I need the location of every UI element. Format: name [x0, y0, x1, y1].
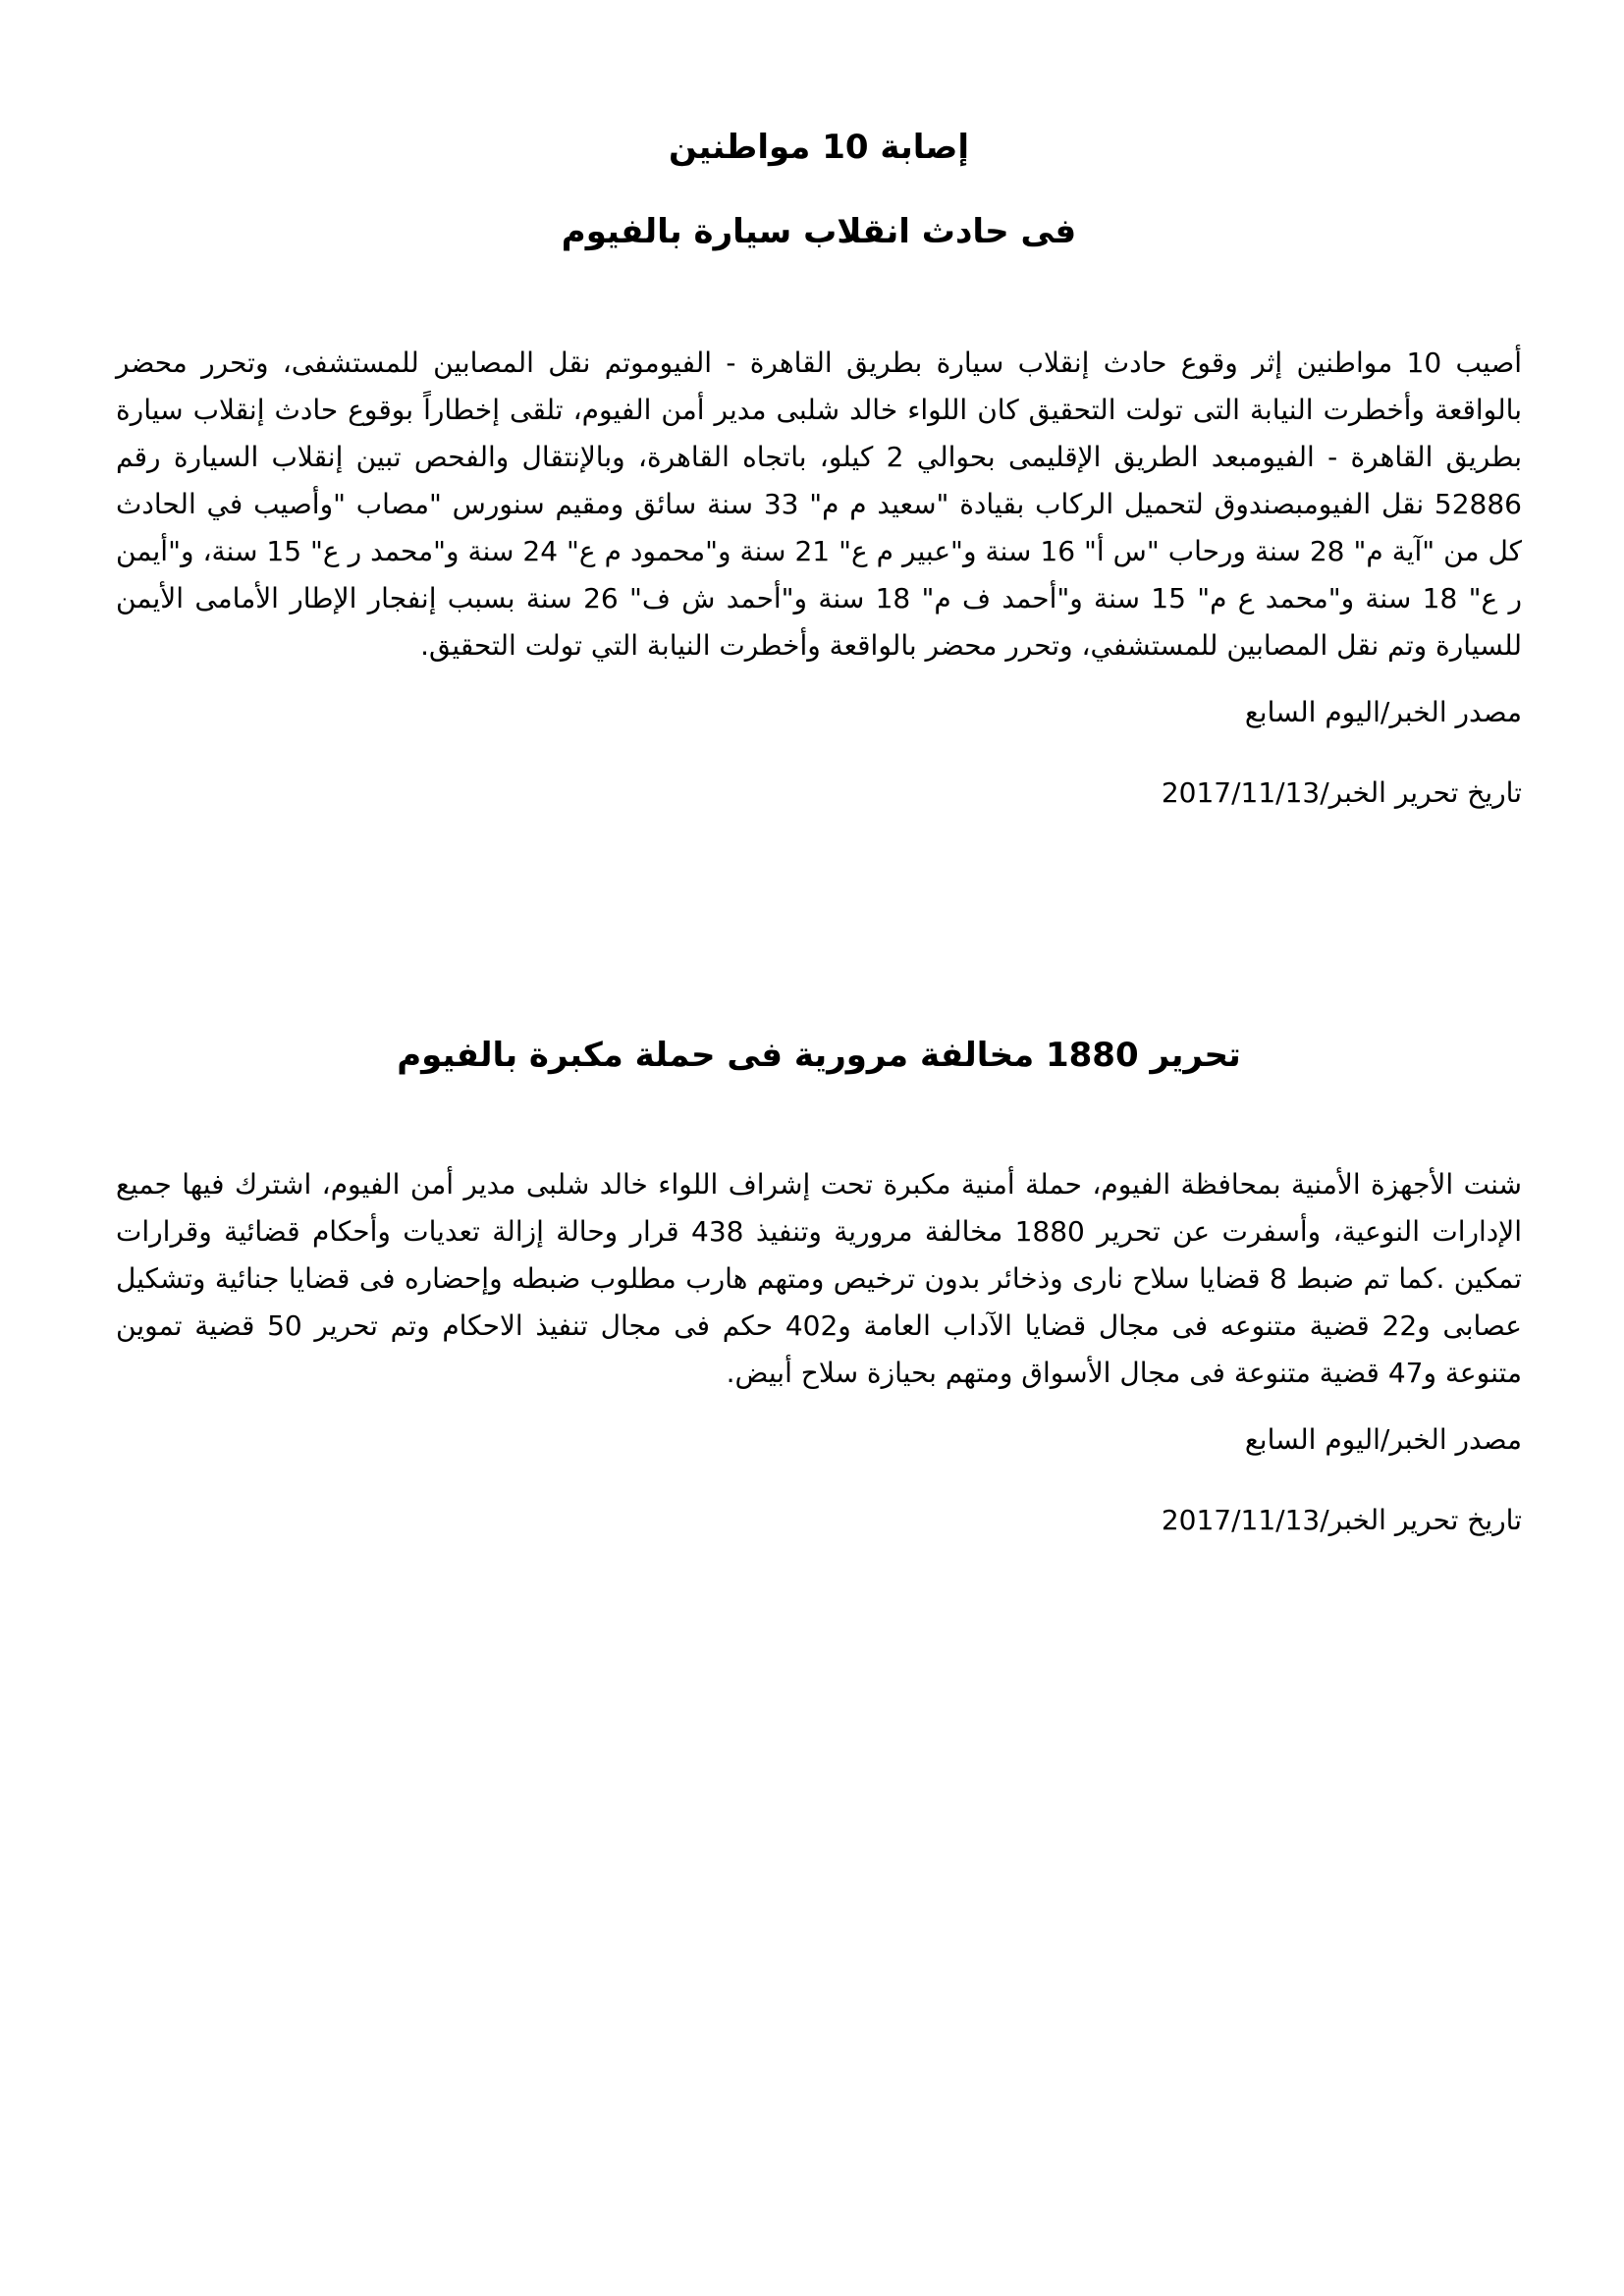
article-source: مصدر الخبر/اليوم السابع [1244, 696, 1522, 728]
article-body: شنت الأجهزة الأمنية بمحافظة الفيوم، حملة أمنية مكبرة تحت إشراف اللواء خالد شلبى مدير أمن الفيوم، اشترك فيها جميع الإدارات النوعية، وأسفرت عن تحرير 1880 مخالفة مرورية وتنفيذ 438 قرار وحالة إزالة تعديات وأحكام قضائية وقرارات تمكين .كما تم ضبط 8 قضايا سلاح نارى وذخائر بدون ترخيص ومتهم هارب مطلوب ضبطه وإحضاره فى قضايا جنائية وتشكيل عصابى و22 قضية متنوعه فى مجال قضايا الآداب العامة و402 حكم فى مجال تنفيذ الاحكام وتم تحرير 50 قضية تموين متنوعة و47 قضية متنوعة فى مجال الأسواق ومتهم بحيازة سلاح أبيض. [116, 1168, 1523, 1389]
news-article-car-accident [116, 118, 1522, 817]
article-date-label: تاريخ تحرير الخبر/ [1320, 776, 1522, 809]
article-headline-line2: فى حادث انقلاب سيارة بالفيوم [561, 212, 1077, 251]
news-article-traffic-campaign [116, 1026, 1522, 1544]
article-date-value: 2017/11/13 [1161, 1504, 1321, 1536]
article-body: أصيب 10 مواطنين إثر وقوع حادث إنقلاب سيارة بطريق القاهرة - الفيوموتم نقل المصابين للمستشفى، وتحرر محضر بالواقعة وأخطرت النيابة التى تولت التحقيق كان اللواء خالد شلبى مدير أمن الفيوم، تلقى إخطاراً بوقوع حادث إنقلاب سيارة بطريق القاهرة - الفيومبعد الطريق الإقليمى بحوالي 2 كيلو، باتجاه القاهرة، وبالإنتقال والفحص تبين إنقلاب السيارة رقم 52886 نقل الفيومبصندوق لتحميل الركاب بقيادة "سعيد م م" 33 سنة سائق ومقيم سنورس "مصاب "وأصيب في الحادث كل من "آية م" 28 سنة ورحاب "س أ" 16 سنة و"عبير م ع" 21 سنة و"محمود م ع" 24 سنة و"محمد ر ع" 15 سنة، و"أيمن ر ع" 18 سنة و"محمد ع م" 15 سنة و"أحمد ف م" 18 سنة و"أحمد ش ف" 26 سنة بسبب إنفجار الإطار الأمامى الأيمن للسيارة وتم نقل المصابين للمستشفي، وتحرر محضر بالواقعة وأخطرت النيابة التي تولت التحقيق. [116, 347, 1522, 662]
article-date-label: تاريخ تحرير الخبر/ [1320, 1504, 1522, 1536]
article-date [116, 1497, 1522, 1544]
article-date [116, 770, 1522, 817]
article-source: مصدر الخبر/اليوم السابع [1244, 1423, 1522, 1456]
article-date-value: 2017/11/13 [1161, 776, 1321, 809]
article-headline-line1: إصابة 10 مواطنين [668, 128, 970, 167]
article-headline: تحرير 1880 مخالفة مرورية فى حملة مكبرة بالفيوم [397, 1036, 1241, 1075]
